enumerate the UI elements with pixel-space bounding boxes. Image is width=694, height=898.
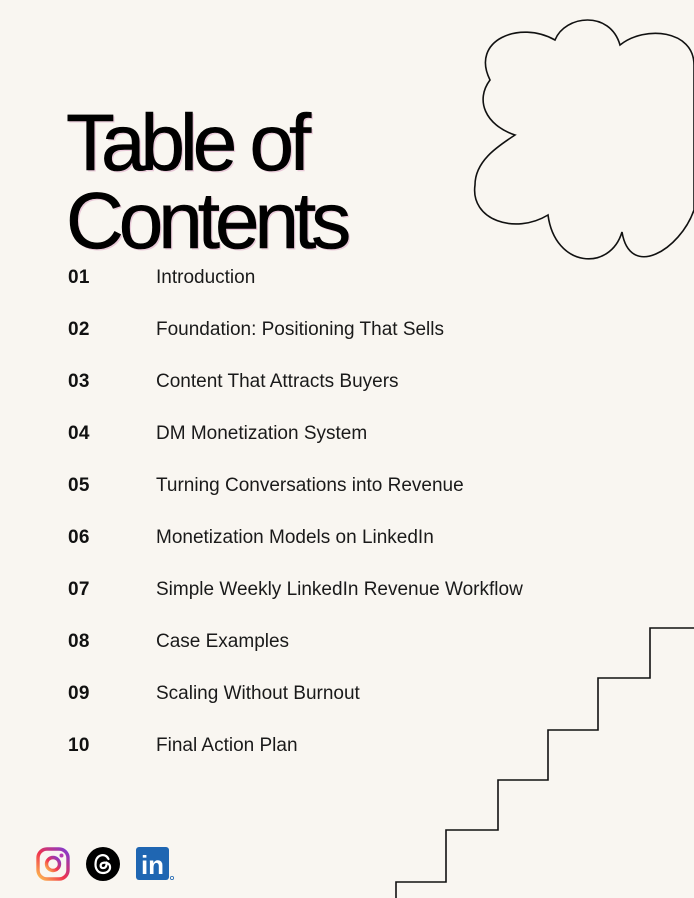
toc-number: 01 xyxy=(68,267,90,288)
toc-label: Case Examples xyxy=(156,631,290,652)
linkedin-logo-text: in xyxy=(140,850,165,880)
toc-item[interactable] xyxy=(68,304,628,356)
toc-item[interactable] xyxy=(68,460,628,512)
toc-item[interactable] xyxy=(68,252,628,304)
toc-item[interactable] xyxy=(68,408,628,460)
toc-label: Introduction xyxy=(156,267,256,288)
toc-number: 09 xyxy=(68,683,90,704)
toc-label: Monetization Models on LinkedIn xyxy=(156,527,434,548)
stairs-decoration xyxy=(390,620,694,898)
toc-label: DM Monetization System xyxy=(156,423,368,444)
toc-number: 07 xyxy=(68,579,90,600)
flower-decoration xyxy=(460,10,694,272)
linkedin-icon[interactable] xyxy=(135,846,175,882)
toc-number: 05 xyxy=(68,475,90,496)
toc-label: Content That Attracts Buyers xyxy=(156,371,399,392)
instagram-icon[interactable] xyxy=(35,846,71,882)
page-title xyxy=(66,97,347,265)
toc-number: 06 xyxy=(68,527,90,548)
toc-label: Turning Conversations into Revenue xyxy=(156,475,464,496)
toc-item[interactable] xyxy=(68,564,628,616)
threads-icon[interactable] xyxy=(85,846,121,882)
toc-item[interactable] xyxy=(68,356,628,408)
toc-number: 04 xyxy=(68,423,90,444)
title-line-2: Contents xyxy=(66,175,347,265)
toc-label: Foundation: Positioning That Sells xyxy=(156,319,444,340)
toc-label: Simple Weekly LinkedIn Revenue Workflow xyxy=(156,579,523,600)
toc-number: 10 xyxy=(68,735,90,756)
social-icons xyxy=(35,846,175,882)
toc-number: 08 xyxy=(68,631,90,652)
toc-number: 03 xyxy=(68,371,90,392)
toc-number: 02 xyxy=(68,319,90,340)
toc-label: Scaling Without Burnout xyxy=(156,683,360,704)
toc-label: Final Action Plan xyxy=(156,735,298,756)
toc-item[interactable] xyxy=(68,512,628,564)
title-line-1: Table of xyxy=(66,97,307,187)
